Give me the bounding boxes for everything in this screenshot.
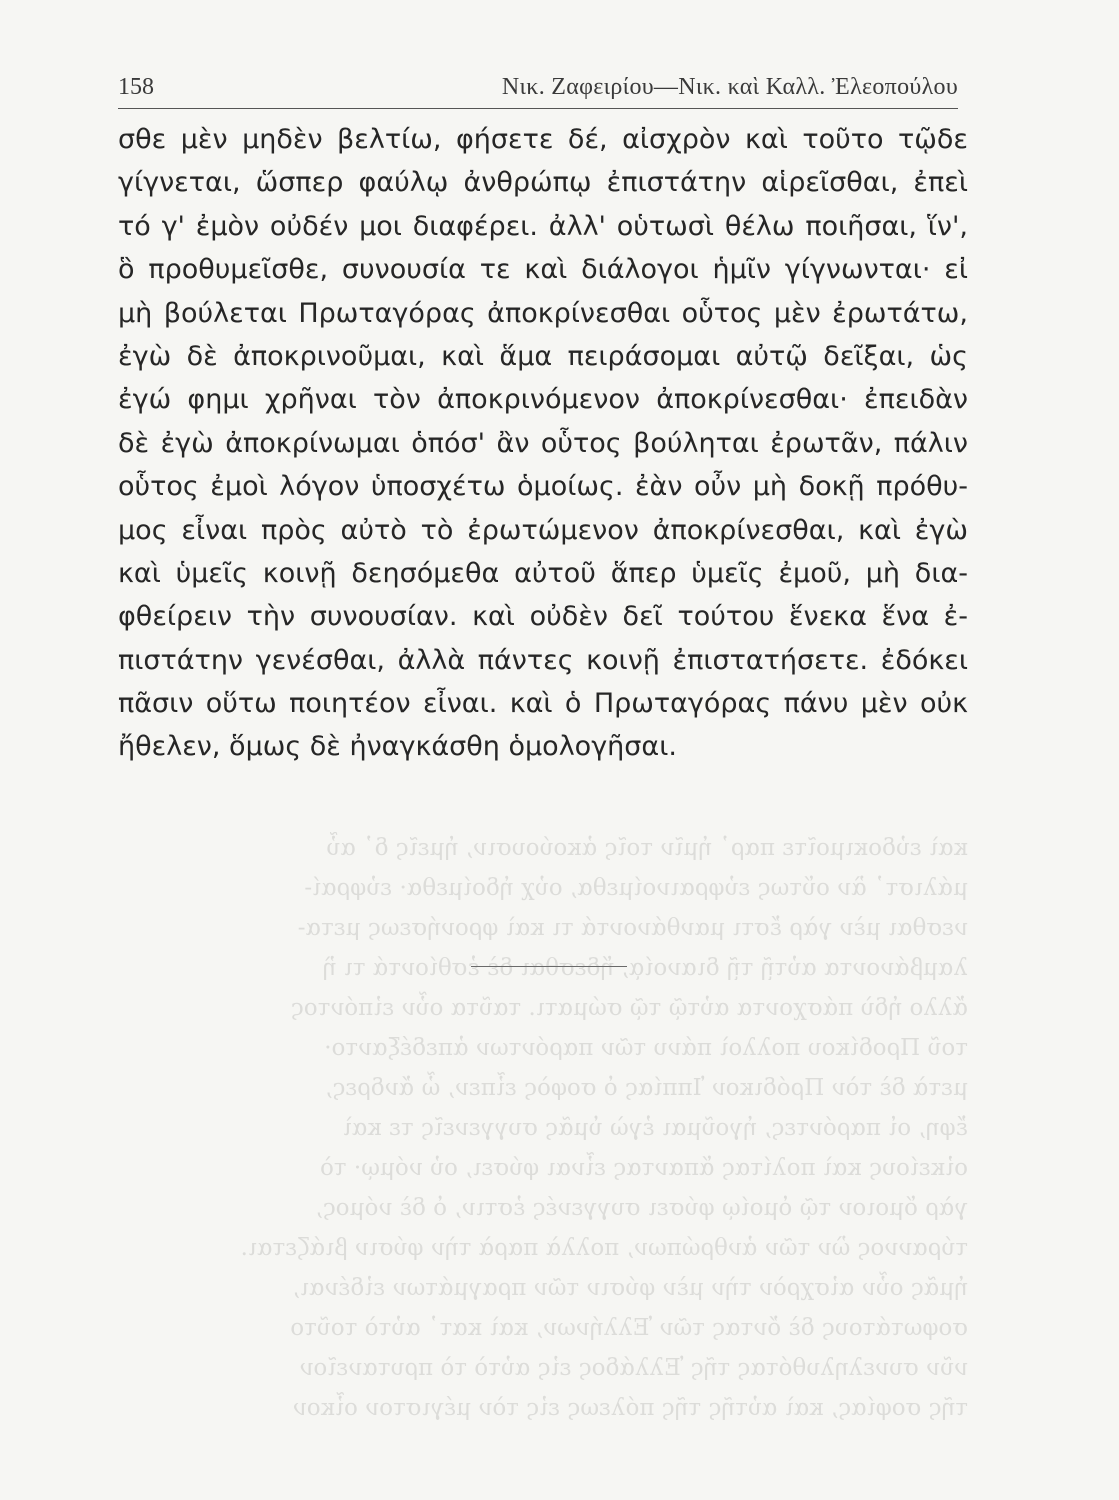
header-rule <box>118 108 958 109</box>
text-line: μὴ βούλεται Πρωταγόρας ἀποκρίνεσθαι οὗτος μὲν ἐρωτάτω, <box>118 297 968 329</box>
section-divider <box>471 966 627 967</box>
body-text <box>118 118 968 769</box>
text-line: ἐγὼ δὲ ἀποκρινοῦμαι, καὶ ἅμα πειράσομαι αὐτῷ δεῖξαι, ὡς <box>118 340 968 372</box>
show-through-text: καὶ εὐδοκιμοῖτε παρ᾽ ἡμῖν τοῖς ἀκούουσιν, ἡμεῖς δ᾽ αὖ μάλιστ᾽ ἂν οὕτως εὐφραινοίμεθα, οὐχ ἡδοίμεθα· εὐφραί- νεσθαι μὲν γὰρ ἔστι μανθάνοντά τι καὶ φρονήσεως μετα- λαμβάνοντα αὐτῇ τῇ διανοίᾳ, ἥδεσθαι δὲ ἐσθίοντά τι ἢ ἄλλο ἡδὺ πάσχοντα αὐτῷ τῷ σώματι. ταῦτα οὖν εἰπόντος τοῦ Προδίκου πολλοὶ πάνυ τῶν παρόντων ἀπεδέξαντο· μετὰ δὲ τὸν Πρόδικον Ἱππίας ὁ σοφὸς εἶπεν, ὦ ἄνδρες, ἔφη, οἱ παρόντες, ἡγοῦμαι ἐγὼ ὑμᾶς συγγενεῖς τε καὶ οἰκείους καὶ πολίτας ἅπαντας εἶναι φύσει, οὐ νόμῳ· τὸ γὰρ ὅμοιον τῷ ὁμοίῳ φύσει συγγενές ἐστιν, ὁ δὲ νόμος, τύραννος ὢν τῶν ἀνθρώπων, πολλὰ παρὰ τὴν φύσιν βιάζεται. ἡμᾶς οὖν αἰσχρὸν τὴν μὲν φύσιν τῶν πραγμάτων εἰδέναι, σοφωτάτους δὲ ὄντας τῶν Ἑλλήνων, καὶ κατ᾽ αὐτὸ τοῦτο νῦν συνεληλυθότας τῆς Ἑλλάδος εἰς αὐτὸ τὸ πρυτανεῖον τῆς σοφίας, καὶ αὐτῆς τῆς πόλεως εἰς τὸν μέγιστον οἶκον <box>240 835 968 1421</box>
text-line-last: ἤθελεν, ὅμως δὲ ἠναγκάσθη ὁμολογῆσαι. <box>118 731 677 763</box>
text-line: καὶ ὑμεῖς κοινῇ δεησόμεθα αὐτοῦ ἅπερ ὑμεῖς ἐμοῦ, μὴ δια- <box>118 557 968 589</box>
text-line: ἐγώ φημι χρῆναι τὸν ἀποκρινόμενον ἀποκρίνεσθαι· ἐπειδὰν <box>118 384 968 416</box>
text-line: ὃ προθυμεῖσθε, συνουσία τε καὶ διάλογοι ἡμῖν γίγνωνται· εἰ <box>118 254 968 286</box>
running-head: Νικ. Ζαφειρίου—Νικ. καὶ Καλλ. Ἐλεοπούλου <box>501 74 958 100</box>
text-line: φθείρειν τὴν συνουσίαν. καὶ οὐδὲν δεῖ τούτου ἕνεκα ἕνα ἐ- <box>118 601 968 633</box>
text-line: μος εἶναι πρὸς αὐτὸ τὸ ἐρωτώμενον ἀποκρίνεσθαι, καὶ ἐγὼ <box>118 514 968 546</box>
page-header <box>118 70 958 110</box>
text-line: πᾶσιν οὕτω ποιητέον εἶναι. καὶ ὁ Πρωταγόρας πάνυ μὲν οὐκ <box>118 688 968 720</box>
text-line: πιστάτην γενέσθαι, ἀλλὰ πάντες κοινῇ ἐπιστατήσετε. ἐδόκει <box>118 644 968 676</box>
text-line: δὲ ἐγὼ ἀποκρίνωμαι ὁπόσ' ἂν οὗτος βούληται ἐρωτᾶν, πάλιν <box>118 427 968 459</box>
page-number: 158 <box>118 74 154 100</box>
text-line: σθε μὲν μηδὲν βελτίω, φήσετε δέ, αἰσχρὸν καὶ τοῦτο τῷδε <box>118 124 968 155</box>
text-line: γίγνεται, ὥσπερ φαύλῳ ἀνθρώπῳ ἐπιστάτην αἱρεῖσθαι, ἐπεὶ <box>118 167 968 199</box>
text-line: τό γ' ἐμὸν οὐδέν μοι διαφέρει. ἀλλ' οὑτωσὶ θέλω ποιῆσαι, ἵν', <box>118 210 968 242</box>
text-line: οὗτος ἐμοὶ λόγον ὑποσχέτω ὁμοίως. ἐὰν οὖν μὴ δοκῇ πρόθυ- <box>118 471 968 503</box>
